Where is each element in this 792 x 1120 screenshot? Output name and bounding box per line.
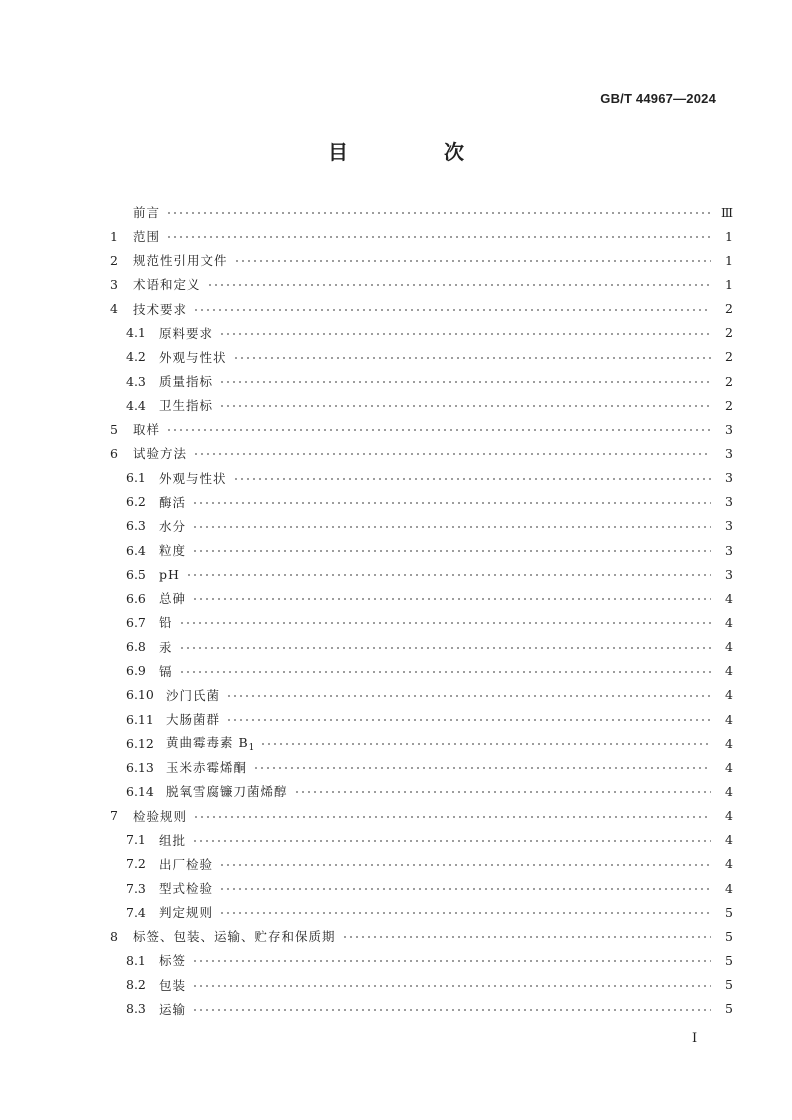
subscript: 1 xyxy=(248,743,255,754)
toc-entry[interactable] xyxy=(110,393,733,417)
dot-leader xyxy=(219,888,711,890)
toc-entry-label: 总砷 xyxy=(159,591,187,607)
dot-leader xyxy=(166,236,711,238)
toc-entry-label: 粒度 xyxy=(159,543,187,559)
toc-entry-number: 5 xyxy=(110,421,118,437)
toc-entry-label: 组批 xyxy=(159,832,187,848)
toc-entry-number: 1 xyxy=(110,228,118,244)
toc-entry-number: 6 xyxy=(110,445,118,461)
toc-entry-page: 1 xyxy=(725,276,733,292)
table-of-contents xyxy=(110,200,733,1021)
toc-entry[interactable] xyxy=(110,224,733,248)
toc-entry-page: Ⅲ xyxy=(720,204,733,220)
toc-entry-number: 7.4 xyxy=(126,904,146,920)
toc-entry-label: 标签、包装、运输、贮存和保质期 xyxy=(133,929,336,945)
toc-entry[interactable] xyxy=(110,586,733,610)
page-number: I xyxy=(692,1031,698,1046)
toc-entry-page: 4 xyxy=(725,808,733,824)
toc-entry-label: 质量指标 xyxy=(159,374,214,390)
toc-entry-page: 5 xyxy=(725,904,733,920)
toc-entry-page: 5 xyxy=(725,977,733,993)
toc-entry-label: 外观与性状 xyxy=(159,349,227,365)
toc-entry-number: 8.1 xyxy=(126,952,146,968)
toc-entry-page: 4 xyxy=(725,735,733,751)
toc-entry[interactable] xyxy=(110,321,733,345)
toc-entry[interactable] xyxy=(110,514,733,538)
toc-entry[interactable] xyxy=(110,755,733,779)
toc-entry-number: 6.7 xyxy=(126,614,146,630)
toc-entry-page: 5 xyxy=(725,928,733,944)
toc-entry-page: 4 xyxy=(725,880,733,896)
toc-entry-number: 4.1 xyxy=(126,325,146,341)
toc-entry-label: pH xyxy=(159,566,180,582)
toc-entry[interactable] xyxy=(110,900,733,924)
toc-entry[interactable] xyxy=(110,948,733,972)
toc-entry-page: 3 xyxy=(725,494,733,510)
toc-entry-label: 型式检验 xyxy=(159,881,214,896)
dot-leader xyxy=(234,260,711,262)
dot-leader xyxy=(219,405,711,407)
toc-entry-label: 试验方法 xyxy=(133,446,188,462)
toc-entry-label: 检验规则 xyxy=(133,808,188,824)
toc-entry-label: 大肠菌群 xyxy=(166,712,221,728)
toc-entry-page: 4 xyxy=(725,832,733,848)
dot-leader xyxy=(342,936,711,938)
toc-entry-number: 6.3 xyxy=(126,518,146,534)
toc-entry-number: 8.2 xyxy=(126,977,146,993)
toc-entry-number: 6.12 xyxy=(126,735,154,751)
toc-entry-page: 4 xyxy=(725,759,733,775)
toc-entry-page: 4 xyxy=(725,856,733,872)
dot-leader xyxy=(219,912,711,914)
toc-entry-number: 4.4 xyxy=(126,397,146,413)
toc-entry[interactable] xyxy=(110,973,733,997)
toc-entry[interactable] xyxy=(110,248,733,272)
toc-entry[interactable] xyxy=(110,297,733,321)
toc-entry[interactable] xyxy=(110,997,733,1021)
dot-leader xyxy=(179,622,711,624)
dot-leader xyxy=(192,1009,711,1011)
dot-leader xyxy=(207,284,711,286)
toc-entry-page: 4 xyxy=(725,711,733,727)
toc-entry-page: 4 xyxy=(725,783,733,799)
toc-entry-label: 水分 xyxy=(159,518,187,534)
toc-entry-label: 镉 xyxy=(159,663,173,679)
toc-entry-number: 6.11 xyxy=(126,711,154,727)
dot-leader xyxy=(179,647,711,649)
toc-entry-label: 前言 xyxy=(133,205,161,221)
toc-entry-number: 6.9 xyxy=(126,663,146,679)
dot-leader xyxy=(219,333,711,335)
toc-entry-number: 4.3 xyxy=(126,373,146,389)
dot-leader xyxy=(193,816,711,818)
toc-entry[interactable] xyxy=(110,659,733,683)
toc-entry-page: 2 xyxy=(725,373,733,389)
dot-leader xyxy=(186,574,711,576)
dot-leader xyxy=(226,695,711,697)
toc-entry[interactable] xyxy=(110,828,733,852)
toc-entry[interactable] xyxy=(110,417,733,441)
toc-entry-label: 黄曲霉毒素 $B_1$ xyxy=(166,735,255,754)
toc-entry-label: 酶活 xyxy=(159,494,187,510)
dot-leader xyxy=(192,840,711,842)
dot-leader xyxy=(233,478,711,480)
toc-entry-label: 脱氧雪腐镰刀菌烯醇 xyxy=(166,784,288,800)
toc-entry[interactable] xyxy=(110,610,733,634)
toc-entry[interactable] xyxy=(110,538,733,562)
dot-leader xyxy=(192,960,711,962)
page-title: 目 次 xyxy=(328,140,502,164)
toc-entry-page: 4 xyxy=(725,590,733,606)
toc-entry[interactable] xyxy=(110,369,733,393)
toc-entry-number: 7 xyxy=(110,808,118,824)
toc-entry-number: 6.5 xyxy=(126,566,146,582)
toc-entry-label: 包装 xyxy=(159,977,187,993)
toc-entry[interactable] xyxy=(110,852,733,876)
toc-entry-page: 4 xyxy=(725,663,733,679)
toc-entry-label: 规范性引用文件 xyxy=(133,253,228,269)
toc-entry[interactable] xyxy=(110,345,733,369)
toc-entry-page: 2 xyxy=(725,301,733,317)
dot-leader xyxy=(192,526,711,528)
dot-leader xyxy=(233,357,711,359)
toc-entry[interactable] xyxy=(110,441,733,465)
dot-leader xyxy=(193,309,711,311)
toc-entry-number: 6.8 xyxy=(126,639,146,655)
toc-entry-number: 6.1 xyxy=(126,470,146,486)
toc-entry-label: 术语和定义 xyxy=(133,277,201,293)
toc-entry-page: 2 xyxy=(725,349,733,365)
toc-entry-label: 原料要求 xyxy=(159,325,214,341)
toc-entry-page: 2 xyxy=(725,325,733,341)
toc-entry-number: 6.6 xyxy=(126,590,146,606)
dot-leader xyxy=(260,743,711,745)
dot-leader xyxy=(192,502,711,504)
standard-code: GB/T 44967—2024 xyxy=(600,91,716,106)
toc-entry-number: 8.3 xyxy=(126,1001,146,1017)
toc-entry-number: 4 xyxy=(110,301,118,317)
toc-entry-number: 7.3 xyxy=(126,880,146,896)
dot-leader xyxy=(192,550,711,552)
toc-entry-number: 3 xyxy=(110,276,118,292)
toc-entry[interactable] xyxy=(110,804,733,828)
toc-entry-label: 铅 xyxy=(159,615,173,631)
toc-entry-page: 1 xyxy=(725,228,733,244)
toc-entry[interactable] xyxy=(110,635,733,659)
toc-entry-label: 标签 xyxy=(159,953,187,969)
toc-entry-page: 5 xyxy=(725,952,733,968)
dot-leader xyxy=(219,381,711,383)
toc-entry-label: 外观与性状 xyxy=(159,470,227,486)
toc-entry-label: 出厂检验 xyxy=(159,856,214,872)
toc-entry-label: 范围 xyxy=(133,229,161,245)
toc-entry-page: 3 xyxy=(725,542,733,558)
dot-leader xyxy=(193,453,711,455)
toc-entry-number: 6.10 xyxy=(126,687,154,703)
toc-entry-number: 8 xyxy=(110,928,118,944)
toc-entry-page: 2 xyxy=(725,397,733,413)
toc-entry-page: 3 xyxy=(725,518,733,534)
toc-entry-page: 4 xyxy=(725,687,733,703)
dot-leader xyxy=(253,767,711,769)
toc-entry[interactable] xyxy=(110,779,733,803)
toc-entry[interactable] xyxy=(110,466,733,490)
toc-entry-page: 4 xyxy=(725,639,733,655)
dot-leader xyxy=(219,864,711,866)
dot-leader xyxy=(192,985,711,987)
dot-leader xyxy=(179,671,711,673)
toc-entry-label: 取样 xyxy=(133,422,161,438)
toc-entry[interactable] xyxy=(110,490,733,514)
toc-entry-number: 7.1 xyxy=(126,832,146,848)
toc-entry-number: 6.2 xyxy=(126,494,146,510)
toc-entry-label: 卫生指标 xyxy=(159,398,214,414)
toc-entry-page: 3 xyxy=(725,470,733,486)
toc-entry-number: 6.14 xyxy=(126,783,154,799)
toc-entry-page: 4 xyxy=(725,614,733,630)
toc-entry-number: 6.13 xyxy=(126,759,154,775)
toc-entry[interactable] xyxy=(110,683,733,707)
toc-entry[interactable] xyxy=(110,876,733,900)
toc-entry[interactable] xyxy=(110,272,733,296)
toc-entry-number: 7.2 xyxy=(126,856,146,872)
toc-entry-page: 5 xyxy=(725,1001,733,1017)
toc-entry[interactable] xyxy=(110,924,733,948)
toc-entry-number: 6.4 xyxy=(126,542,146,558)
toc-entry-page: 3 xyxy=(725,566,733,582)
toc-entry-page: 3 xyxy=(725,445,733,461)
toc-entry[interactable] xyxy=(110,200,733,224)
dot-leader xyxy=(226,719,711,721)
toc-entry-number: 4.2 xyxy=(126,349,146,365)
toc-entry-number: 2 xyxy=(110,252,118,268)
dot-leader xyxy=(166,429,711,431)
toc-entry-label: 运输 xyxy=(159,1001,187,1017)
toc-entry-label: 技术要求 xyxy=(133,301,188,317)
dot-leader xyxy=(166,212,711,214)
toc-entry[interactable] xyxy=(110,707,733,731)
dot-leader xyxy=(294,791,711,793)
toc-entry-label: 汞 xyxy=(159,639,173,655)
toc-entry-page: 3 xyxy=(725,421,733,437)
toc-entry-label: 沙门氏菌 xyxy=(166,687,221,703)
dot-leader xyxy=(192,598,711,600)
toc-entry-page: 1 xyxy=(725,252,733,268)
toc-entry[interactable] xyxy=(110,562,733,586)
toc-entry-label: 玉米赤霉烯酮 xyxy=(166,760,248,776)
toc-entry-label: 判定规则 xyxy=(159,905,214,921)
toc-entry[interactable] xyxy=(110,731,733,755)
